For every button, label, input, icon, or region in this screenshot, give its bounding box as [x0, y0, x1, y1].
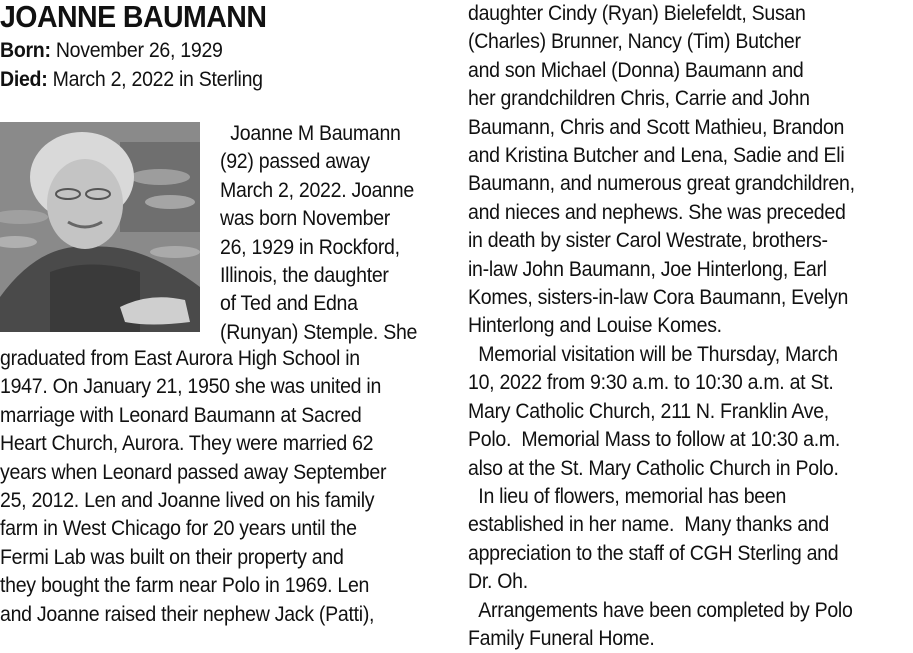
text-line: March 2, 2022. Joanne	[220, 178, 414, 202]
text-line: Komes, sisters-in-law Cora Baumann, Evelyn	[468, 286, 849, 310]
text-line: Joanne M Baumann	[220, 122, 401, 145]
left-body-text	[0, 345, 415, 629]
text-line: Memorial visitation will be Thursday, March	[468, 342, 838, 366]
text-line: and son Michael (Donna) Baumann and	[468, 58, 804, 82]
text-line: also at the St. Mary Catholic Church in Polo.	[468, 456, 839, 480]
text-line: appreciation to the staff of CGH Sterling and	[468, 541, 839, 565]
text-line: daughter Cindy (Ryan) Bielefeldt, Susan	[468, 2, 806, 25]
text-line: (Runyan) Stemple. She	[220, 320, 418, 344]
died-line	[0, 65, 411, 94]
left-column	[0, 0, 442, 626]
text-line: her grandchildren Chris, Carrie and John	[468, 87, 810, 111]
text-line: they bought the farm near Polo in 1969. Len	[0, 574, 370, 598]
text-line: 25, 2012. Len and Joanne lived on his family	[0, 489, 375, 513]
text-line: and Kristina Butcher and Lena, Sadie and Eli	[468, 144, 845, 168]
portrait-photo	[0, 122, 200, 332]
text-line: of Ted and Edna	[220, 292, 358, 316]
text-line: established in her name. Many thanks and	[468, 513, 829, 537]
obituary-name: JOANNE BAUMANN	[0, 0, 267, 34]
text-line: graduated from East Aurora High School in	[0, 347, 360, 370]
text-line: years when Leonard passed away September	[0, 460, 387, 484]
text-line: was born November	[220, 207, 391, 231]
text-line: (92) passed away	[220, 150, 370, 174]
text-line: 26, 1929 in Rockford,	[220, 235, 400, 259]
text-line: and nieces and nephews. She was preceded	[468, 200, 846, 224]
text-line: Mary Catholic Church, 211 N. Franklin Ave,	[468, 399, 829, 423]
text-line: Hinterlong and Louise Komes.	[468, 314, 722, 338]
text-line: In lieu of flowers, memorial has been	[468, 484, 787, 508]
text-line: and Joanne raised their nephew Jack (Patti),	[0, 602, 375, 626]
text-line: Baumann, and numerous great grandchildren,	[468, 172, 855, 196]
text-line: 10, 2022 from 9:30 a.m. to 10:30 a.m. at St.	[468, 371, 834, 395]
text-line: Dr. Oh.	[468, 570, 528, 594]
text-line: in death by sister Carol Westrate, brothers-	[468, 229, 828, 253]
died-date: March 2, 2022 in Sterling	[47, 68, 263, 91]
text-line: Family Funeral Home.	[468, 626, 655, 650]
text-line: farm in West Chicago for 20 years until the	[0, 517, 357, 541]
died-label: Died:	[0, 68, 48, 91]
text-line: Heart Church, Aurora. They were married 62	[0, 432, 374, 456]
intro-wrap-text	[220, 120, 432, 347]
portrait-image	[0, 122, 200, 332]
born-label: Born:	[0, 39, 51, 62]
text-line: Illinois, the daughter	[220, 264, 389, 288]
text-line: (Charles) Brunner, Nancy (Tim) Butcher	[468, 30, 801, 54]
born-date: November 26, 1929	[50, 39, 223, 62]
born-line	[0, 36, 411, 65]
text-line: Arrangements have been completed by Polo	[468, 598, 853, 622]
text-line: marriage with Leonard Baumann at Sacred	[0, 403, 362, 427]
text-line: Polo. Memorial Mass to follow at 10:30 a.m.	[468, 428, 840, 452]
text-line: in-law John Baumann, Joe Hinterlong, Earl	[468, 257, 827, 281]
text-line: Baumann, Chris and Scott Mathieu, Brandon	[468, 115, 845, 139]
text-line: 1947. On January 21, 1950 she was united in	[0, 375, 382, 399]
right-body-text	[468, 0, 884, 653]
text-line: Fermi Lab was built on their property and	[0, 545, 344, 569]
